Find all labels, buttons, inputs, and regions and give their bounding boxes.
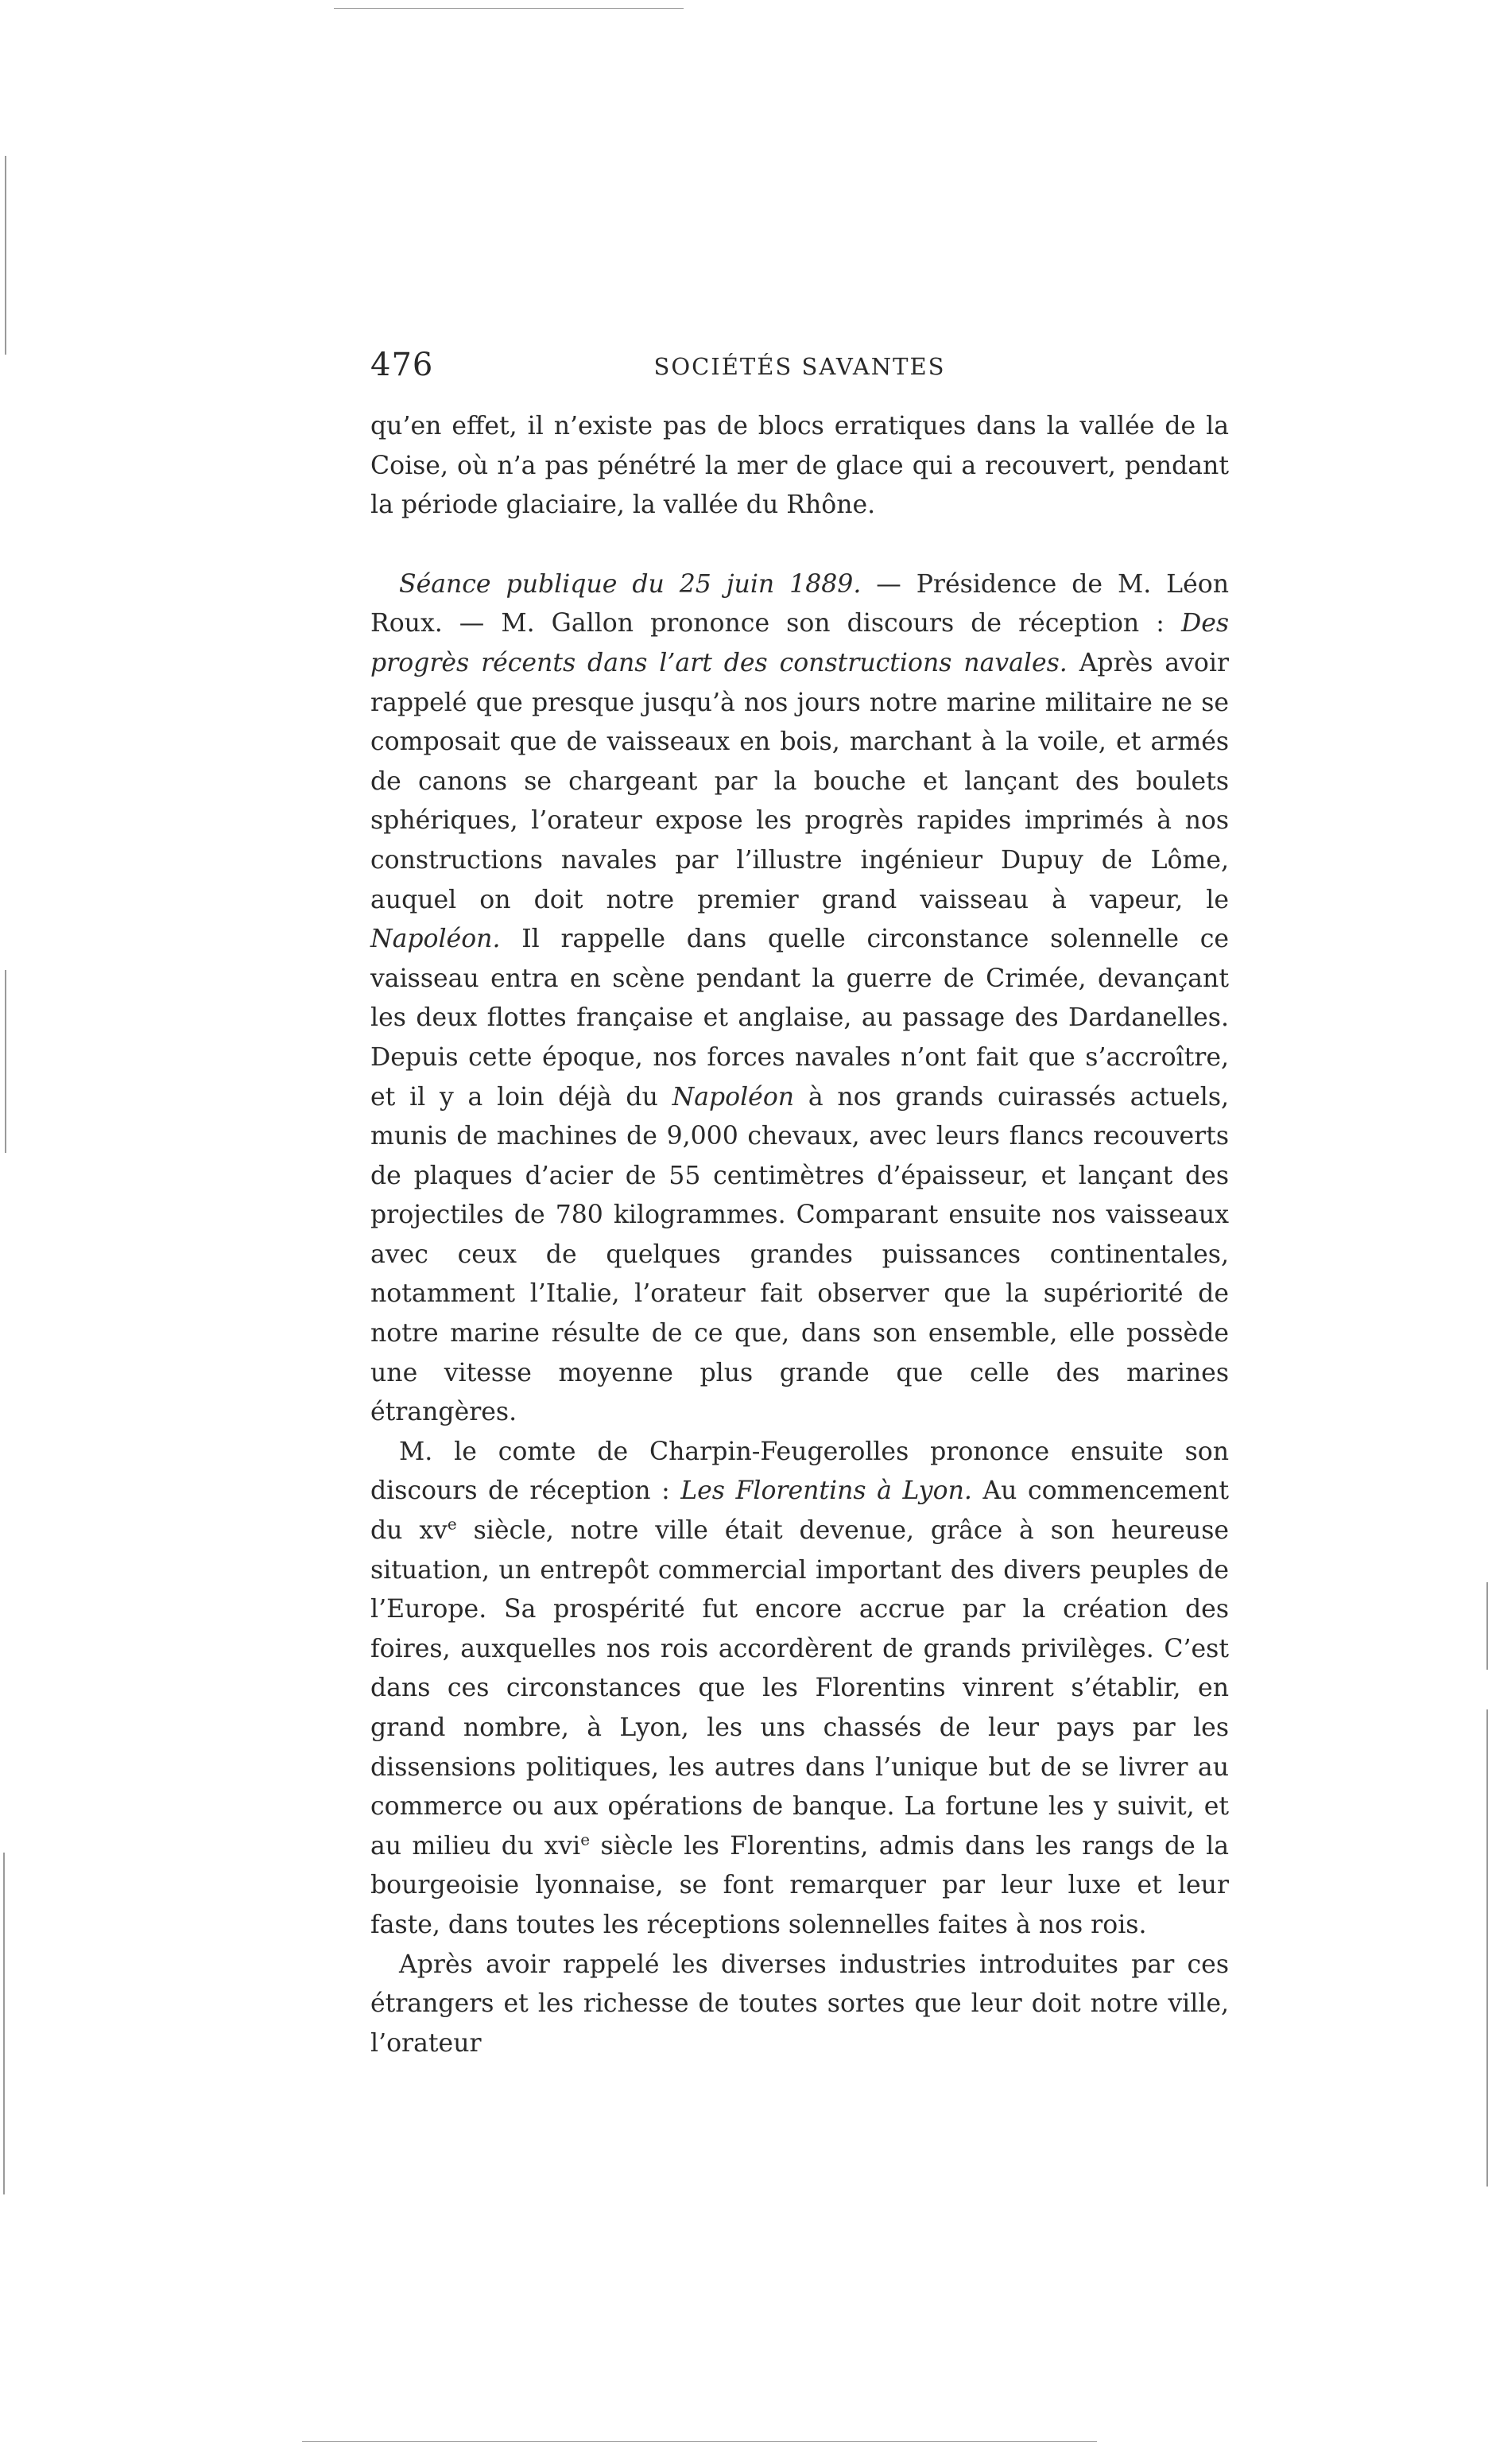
- scan-edge-mark-left-top: [5, 156, 6, 355]
- superscript-century-16: e: [580, 1830, 591, 1849]
- naval-text-3: à nos grands cuirassés actuels, munis de machines de 9,000 chevaux, avec leurs flancs recouverts de plaques d’acier de 55 centimètres d’épaisseur, et lançant des projectiles de 780 kilogrammes. Comparant ensuite nos vaisseaux avec ceux de quelques grandes puissances continentales, notamment l’Italie, l’orateur fait observer que la supériorité de notre marine résulte de ce que, dans son ensemble, elle possède une vitesse moyenne plus grande que celle des marines étrangères.: [370, 1082, 1230, 1427]
- ship-name-second: Napoléon: [672, 1082, 795, 1112]
- session-intro: — Présidence de M. Léon Roux. — M. Gallon prononce son discours de réception :: [370, 569, 1229, 638]
- scan-edge-mark-right-low: [1486, 1709, 1488, 2187]
- superscript-century-15: e: [447, 1514, 457, 1534]
- scan-edge-mark-left-low: [3, 1853, 5, 2194]
- running-title: SOCIÉTÉS SAVANTES: [653, 353, 946, 380]
- scan-edge-mark-bottom: [302, 2441, 1097, 2442]
- session-title: Séance publique du 25 juin 1889.: [399, 569, 862, 599]
- page-header: [370, 347, 1229, 394]
- scan-edge-mark-right-mid: [1486, 1582, 1488, 1670]
- ship-name: Napoléon.: [370, 925, 501, 954]
- page-number: 476: [370, 347, 434, 383]
- florentins-text-2: siècle, notre ville était devenue, grâce à son heureuse situation, un entrepôt commercial important des divers peuples de l’Europe. Sa prospérité fut encore accrue par la création des foires, auxquelles nos rois accordèrent de grands privilèges. C’est dans ces circonstances que les Florentins vinrent s’établir, en grand nombre, à Lyon, les uns chassés de leur pays par les dissensions politiques, les autres dans l’unique but de se livrer au commerce ou aux opérations de banque. La fortune les y suivit, et au milieu du xvi: [370, 1516, 1230, 1861]
- paragraph-industries: Après avoir rappelé les diverses industries introduites par ces étrangers et les richesse de toutes sortes que leur doit notre ville, l’orateur: [370, 1950, 1229, 2058]
- body-text: [370, 407, 1229, 2063]
- discourse-title-naval: Des progrès récents dans l’art des constructions navales.: [370, 609, 1229, 677]
- paragraph-session-naval: [370, 565, 1229, 1433]
- florentins-intro: M. le comte de Charpin-Feugerolles prononce ensuite son discours de réception :: [370, 1437, 1229, 1506]
- florentins-text-1: Au commencement du xv: [370, 1476, 1230, 1546]
- paragraph-coise-valley: qu’en effet, il n’existe pas de blocs erratiques dans la vallée de la Coise, où n’a pas pénétré la mer de glace qui a recouvert, pendant la période glaciaire, la vallée du Rhône.: [370, 412, 1229, 520]
- paragraph-florentins: [370, 1433, 1229, 1946]
- naval-text-1: Après avoir rappelé que presque jusqu’à nos jours notre marine militaire ne se composait que de vaisseaux en bois, marchant à la voile, et armés de canons se chargeant par la bouche et lançant des boulets sphériques, l’orateur expose les progrès rapides imprimés à nos constructions navales par l’illustre ingénieur Dupuy de Lôme, auquel on doit notre premier grand vaisseau à vapeur, le: [370, 648, 1229, 914]
- florentins-text-3: siècle les Florentins, admis dans les rangs de la bourgeoisie lyonnaise, se font remarquer par leur luxe et leur faste, dans toutes les réceptions solennelles faites à nos rois.: [370, 1831, 1230, 1939]
- scan-edge-mark-top: [334, 8, 684, 9]
- discourse-title-florentins: Les Florentins à Lyon.: [680, 1476, 972, 1506]
- naval-text-2: Il rappelle dans quelle circonstance solennelle ce vaisseau entra en scène pendant la guerre de Crimée, devançant les deux flottes française et anglaise, au passage des Dardanelles. Depuis cette époque, nos forces navales n’ont fait que s’accroître, et il y a loin déjà du: [370, 925, 1229, 1112]
- scan-edge-mark-left-mid: [5, 970, 6, 1153]
